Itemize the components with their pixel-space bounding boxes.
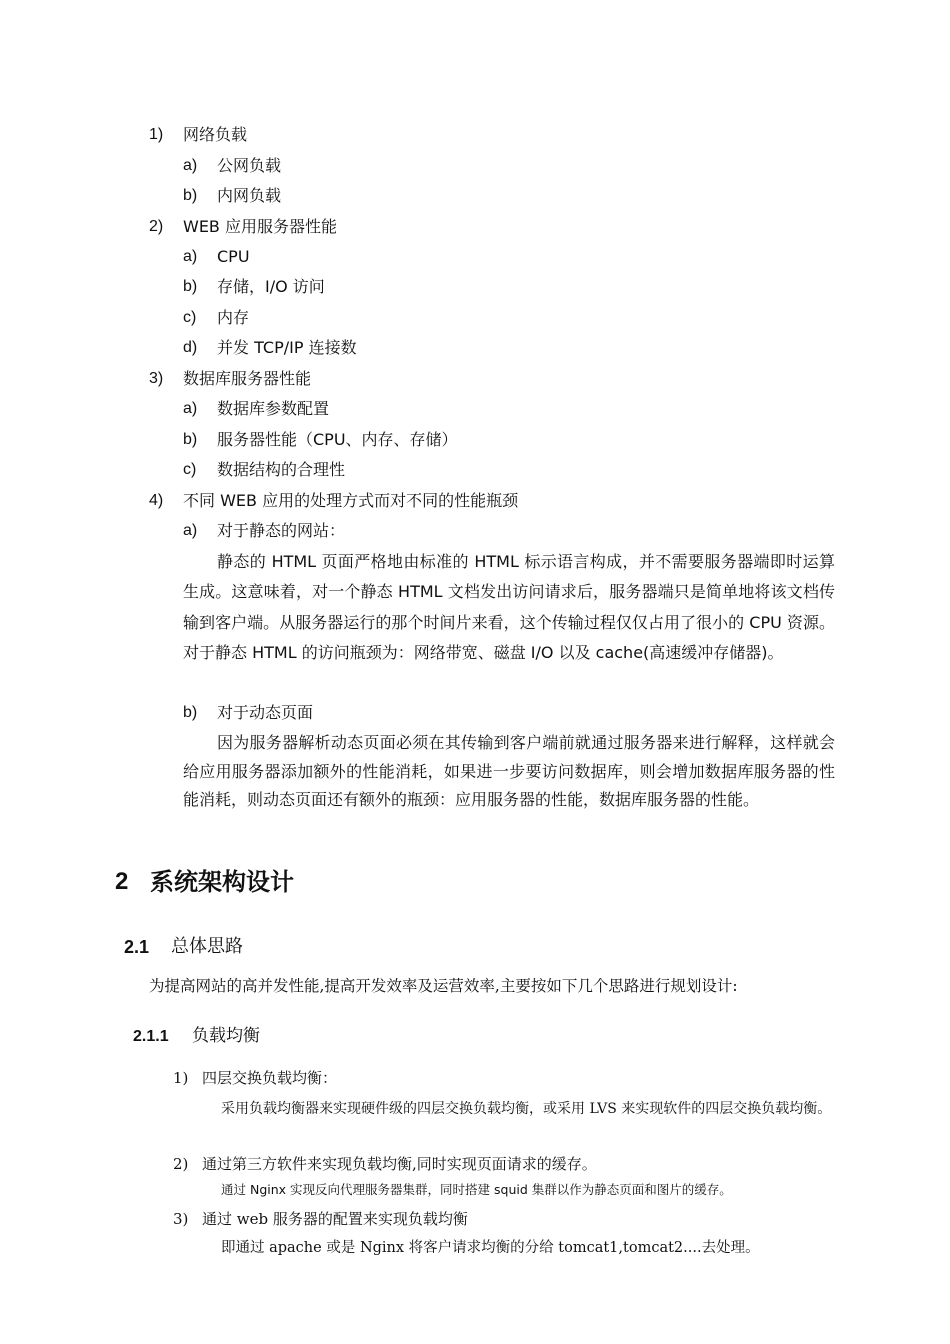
sub-item: 对于静态的网站：	[217, 521, 346, 540]
subsection-title: 负载均衡	[192, 1026, 260, 1046]
sub-number: a)	[183, 400, 198, 417]
sub-number: c)	[183, 461, 197, 478]
list-item-l4-switch: 四层交换负载均衡：	[202, 1069, 338, 1087]
sub-item: 数据库参数配置	[217, 399, 330, 418]
list-number: 2)	[149, 218, 164, 235]
sub-number: b)	[183, 431, 198, 448]
sub-number: b)	[183, 278, 198, 295]
sub-item: 存储，I/O 访问	[217, 277, 325, 296]
chapter-number: 2	[115, 868, 129, 895]
list-number: 3)	[149, 370, 164, 387]
list-number: 3)	[173, 1210, 189, 1228]
intro-text: 为提高网站的高并发性能,提高开发效率及运营效率,主要按如下几个思路进行规划设计:	[149, 977, 738, 995]
section-number: 2.1	[124, 937, 150, 957]
item-description: 即通过 apache 或是 Nginx 将客户请求均衡的分给 tomcat1,tomcat2....去处理。	[221, 1240, 760, 1256]
sub-number: a)	[183, 522, 198, 539]
list-item-db-server: 数据库服务器性能	[183, 369, 312, 388]
sub-number: a)	[183, 248, 198, 265]
sub-item: 数据结构的合理性	[217, 460, 346, 479]
sub-number: c)	[183, 309, 197, 326]
subsection-number: 2.1.1	[133, 1028, 169, 1045]
item-description: 通过 Nginx 实现反向代理服务器集群，同时搭建 squid 集群以作为静态页面和图片的缓存。	[221, 1182, 732, 1197]
item-description: 采用负载均衡器来实现硬件级的四层交换负载均衡，或采用 LVS 来实现软件的四层交换负载均衡。	[221, 1101, 832, 1117]
sub-number: a)	[183, 157, 198, 174]
sub-item: 对于动态页面	[217, 703, 314, 722]
sub-item: 并发 TCP/IP 连接数	[217, 338, 357, 357]
chapter-title: 系统架构设计	[150, 868, 294, 896]
sub-item: 内存	[217, 308, 250, 327]
list-number: 2)	[173, 1155, 189, 1173]
list-number: 4)	[149, 492, 164, 509]
list-item-bottlenecks: 不同 WEB 应用的处理方式而对不同的性能瓶颈	[183, 491, 519, 510]
sub-item: 服务器性能（CPU、内存、存储）	[217, 430, 458, 449]
list-item-network-load: 网络负载	[183, 125, 248, 144]
list-number: 1)	[173, 1069, 189, 1087]
static-site-paragraph: 静态的 HTML 页面严格地由标准的 HTML 标示语言构成，并不需要服务器端即时运算生成。这意味着，对一个静态 HTML 文档发出访问请求后，服务器端只是简单地将该文档传输到客户端。从服务器运行的那个时间片来看，这个传输过程仅仅占用了很小的 CPU 资源。对于静态 HTML 的访问瓶颈为：网络带宽、磁盘 I/O 以及 cache(高速缓冲存储器)。	[183, 552, 835, 662]
list-number: 1)	[149, 126, 164, 143]
list-item-third-party: 通过第三方软件来实现负载均衡,同时实现页面请求的缓存。	[202, 1155, 597, 1173]
list-item-web-config: 通过 web 服务器的配置来实现负载均衡	[202, 1210, 468, 1228]
sub-item: 公网负载	[217, 156, 282, 175]
sub-number: b)	[183, 187, 198, 204]
section-title: 总体思路	[171, 936, 243, 957]
dynamic-page-paragraph: 因为服务器解析动态页面必须在其传输到客户端前就通过服务器来进行解释，这样就会给应用服务器添加额外的性能消耗，如果进一步要访问数据库，则会增加数据库服务器的性能消耗，则动态页面还有额外的瓶颈：应用服务器的性能，数据库服务器的性能。	[183, 733, 835, 810]
sub-number: d)	[183, 339, 198, 356]
sub-item: 内网负载	[217, 186, 282, 205]
sub-number: b)	[183, 704, 198, 721]
list-item-web-server: WEB 应用服务器性能	[183, 217, 337, 236]
sub-item: CPU	[217, 247, 250, 266]
